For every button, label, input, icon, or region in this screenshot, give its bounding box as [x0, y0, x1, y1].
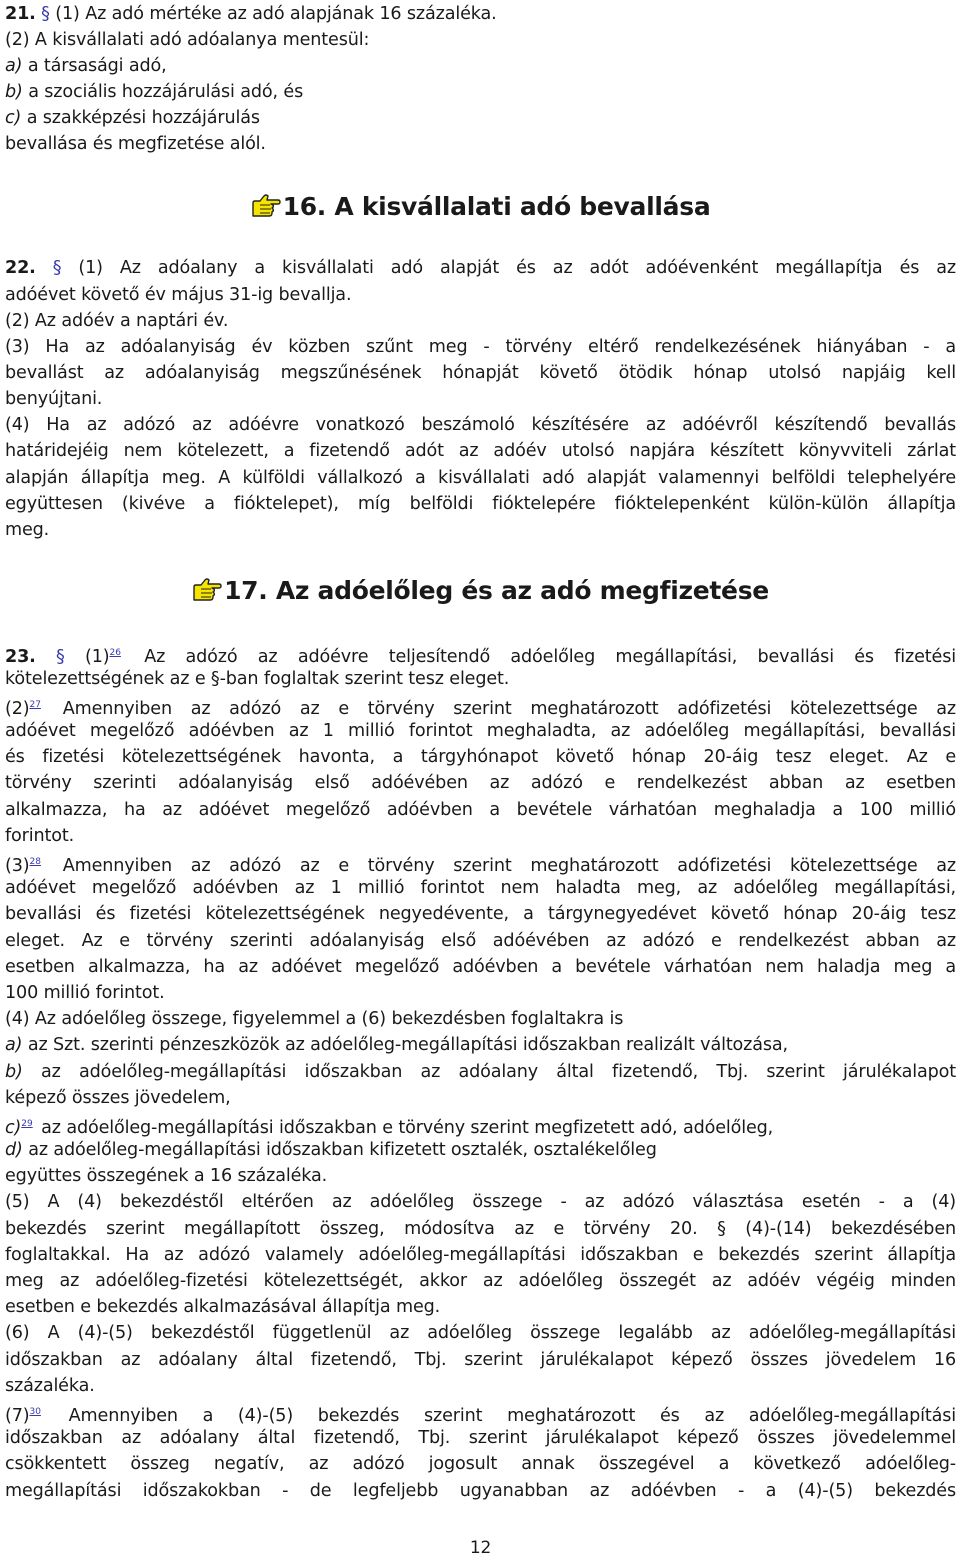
section-sign: § [56, 647, 65, 667]
footnote-link[interactable]: 30 [29, 1407, 41, 1417]
paragraph-text: Amennyiben a (4)-(5) bekezdés szerint meghatározott és az adóelőleg-megállapítási [68, 1406, 956, 1426]
list-text: az Szt. szerinti pénzeszközök az adóelőleg-megállapítási időszakban realizált változása, [27, 1035, 788, 1055]
paragraph-text: Amennyiben az adózó az e törvény szerint meghatározott adófizetési kötelezettsége az [62, 856, 956, 876]
footnote-link[interactable]: 27 [29, 700, 41, 710]
footnote-link[interactable]: 28 [29, 857, 41, 867]
section-23-p4-tail: együttes összegének a 16 százaléka. [5, 1166, 328, 1186]
section-sign: § [52, 258, 62, 278]
list-text: az adóelőleg-megállapítási időszakban kifizetett osztalék, osztalékelőleg [28, 1140, 657, 1160]
list-letter: d) [5, 1140, 23, 1160]
section-22-line-6: benyújtani. [5, 389, 103, 409]
section-23-p2-line-6: forintot. [5, 826, 75, 846]
list-letter: a) [5, 1035, 23, 1055]
list-item-b [5, 1059, 956, 1085]
section-number: 23. [5, 647, 36, 667]
section-23-p5-line-1: (5) A (4) bekezdéstől eltérően az adóelőleg összege - az adózó választása esetén - a (4) [5, 1192, 956, 1212]
section-22-line-2: adóévet követő év május 31-ig bevallja. [5, 285, 352, 305]
section-23-p5-line-3: foglaltakkal. Ha az adózó valamely adóelőleg-megállapítási időszakban e bekezdés szerint állapítja [5, 1245, 956, 1265]
section-number: 22. [5, 258, 36, 278]
list-item-b-line-2: képező összes jövedelem, [5, 1088, 231, 1108]
paragraph-text: (1) Az adóalany a kisvállalati adó alapját és az adót adóévenként megállapítja és az [78, 258, 956, 278]
section-23-p3-line-3: bevallási és fizetési kötelezettségének negyedévente, a tárgynegyedévet követő hónap 20-áig tesz [5, 904, 956, 924]
section-23-p3-line-5: esetben alkalmazza, ha az adóévet megelőző adóévben a bevétele várhatóan nem haladja meg a [5, 957, 956, 977]
paragraph-label: (7) [5, 1406, 30, 1426]
section-22-line-11: meg. [5, 520, 50, 540]
section-23-p6-line-1: (6) A (4)-(5) bekezdéstől függetlenül az adóelőleg összege legalább az adóelőleg-megállapítási [5, 1323, 956, 1343]
section-23-p6-line-3: százaléka. [5, 1376, 95, 1396]
paragraph-label: (1) [85, 647, 110, 667]
section-23-p2-line-2: adóévet megelőző adóévben az 1 millió forintot meghaladta, az adóelőleg megállapítási, bevallási [5, 721, 956, 741]
list-item-d [5, 1137, 657, 1163]
section-21-line-2: (2) A kisvállalati adó adóalanya mentesül: [5, 30, 370, 50]
section-23-p2-line-4: törvény szerinti adóalanyiság első adóévében az adózó e rendelkezést abban az esetben [5, 773, 956, 793]
section-23-p5-line-5: esetben e bekezdés alkalmazásával állapítja meg. [5, 1297, 441, 1317]
section-23-p2-line-5: alkalmazza, ha az adóévet megelőző adóévben a bevétele várhatóan meghaladja a 100 millió [5, 800, 956, 820]
list-letter: a) [5, 56, 23, 76]
section-22-line-5: bevallást az adóalanyiság megszűnésének hónapját követő ötödik hónap utolsó napjáig kell [5, 363, 956, 383]
section-23-p3-line-1 [5, 849, 956, 875]
paragraph-text: (1) Az adó mértéke az adó alapjának 16 százaléka. [55, 4, 497, 24]
list-text: a szakképzési hozzájárulás [26, 108, 260, 128]
list-letter: b) [5, 1062, 23, 1082]
list-item-b [5, 79, 303, 105]
section-23-p7-line-3: csökkentett összeg negatív, az adózó jogosult annak összegével a következő adóelőleg- [5, 1454, 956, 1474]
heading-text: 17. Az adóelőleg és az adó megfizetése [224, 576, 769, 605]
footnote-link[interactable]: 29 [21, 1119, 33, 1129]
section-22-line-4: (3) Ha az adóalanyiság év közben szűnt meg - törvény eltérő rendelkezésének hiányában - a [5, 337, 956, 357]
page-number: 12 [469, 1538, 492, 1558]
list-text: a társasági adó, [27, 56, 167, 76]
list-text: az adóelőleg-megállapítási időszakban e törvény szerint megfizetett adó, adóelőleg, [41, 1118, 774, 1138]
list-item-a [5, 53, 167, 79]
list-letter: b) [5, 82, 23, 102]
section-number: 21. [5, 4, 36, 24]
section-22-line-7: (4) Ha az adózó az adóévre vonatkozó beszámoló készítésére az adóévről készítendő bevallás [5, 415, 956, 435]
paragraph-text: Amennyiben az adózó az e törvény szerint meghatározott adófizetési kötelezettsége az [62, 699, 956, 719]
list-item-a [5, 1032, 788, 1058]
list-letter: c) [5, 108, 22, 128]
list-text: a szociális hozzájárulási adó, és [28, 82, 304, 102]
section-23-p7-line-1 [5, 1399, 956, 1425]
heading-16 [5, 187, 956, 227]
section-23-p2-line-1 [5, 692, 956, 718]
heading-17 [5, 571, 956, 611]
section-22-line-8: határidejéig nem kötelezett, a fizetendő adót az adóév utolsó napjára készített könyvviteli zárlat [5, 441, 956, 461]
section-23-p3-line-4: eleget. Az e törvény szerinti adóalanyiság első adóévében az adózó e rendelkezést abban az [5, 931, 956, 951]
section-22-line-10: együttesen (kivéve a fióktelepet), míg belföldi fióktelepére fióktelepenként külön-külön állapítja [5, 494, 956, 514]
pointing-hand-icon [192, 576, 222, 602]
section-23-p3-line-2: adóévet megelőző adóévben az 1 millió forintot nem haladta meg, az adóelőleg megállapítási, [5, 878, 956, 898]
pointing-hand-icon [251, 192, 281, 218]
section-22-line-3: (2) Az adóév a naptári év. [5, 311, 229, 331]
section-22-line-1 [5, 255, 956, 281]
section-23-p7-line-4: megállapítási időszakokban - de legfeljebb ugyanabban az adóévben - a (4)-(5) bekezdés [5, 1481, 956, 1501]
section-23-p1-line-2: kötelezettségének az e §-ban foglaltak szerint tesz eleget. [5, 669, 510, 689]
paragraph-label: (2) [5, 699, 30, 719]
heading-text: 16. A kisvállalati adó bevallása [282, 192, 711, 221]
section-23-p5-line-2: bekezdés szerint megállapított összeg, módosítva az e törvény 20. § (4)-(14) bekezdésében [5, 1219, 956, 1239]
section-21-line-1 [5, 1, 497, 27]
section-23-p4-line-1: (4) Az adóelőleg összege, figyelemmel a (6) bekezdésben foglaltakra is [5, 1009, 624, 1029]
section-23-p3-line-6: 100 millió forintot. [5, 983, 165, 1003]
section-21-tail: bevallása és megfizetése alól. [5, 134, 266, 154]
section-23-p7-line-2: időszakban az adóalany által fizetendő, Tbj. szerint járulékalapot képező összes jövedelemmel [5, 1428, 956, 1448]
list-text: az adóelőleg-megállapítási időszakban az adóalany által fizetendő, Tbj. szerint járulékalapot [41, 1062, 956, 1082]
section-sign: § [41, 4, 50, 24]
section-23-p2-line-3: és fizetési kötelezettségének havonta, a tárgyhónapot követő hónap 20-áig tesz eleget. Az e [5, 747, 956, 767]
list-item-c [5, 1111, 773, 1137]
section-22-line-9: alapján állapítja meg. A külföldi vállalkozó a kisvállalati adó alapját valamennyi belföldi telephelyére [5, 468, 956, 488]
section-23-line-1 [5, 640, 956, 666]
paragraph-label: (3) [5, 856, 30, 876]
list-letter: c) [5, 1118, 22, 1138]
list-item-c [5, 105, 260, 131]
paragraph-text: Az adózó az adóévre teljesítendő adóelőleg megállapítási, bevallási és fizetési [144, 647, 956, 667]
section-23-p6-line-2: időszakban az adóalany által fizetendő, Tbj. szerint járulékalapot képező összes jövedelem 16 [5, 1350, 956, 1370]
footnote-link[interactable]: 26 [109, 648, 121, 658]
section-23-p5-line-4: meg az adóelőleg-fizetési kötelezettségét, akkor az adóelőleg összegét az adóév végéig minden [5, 1271, 956, 1291]
